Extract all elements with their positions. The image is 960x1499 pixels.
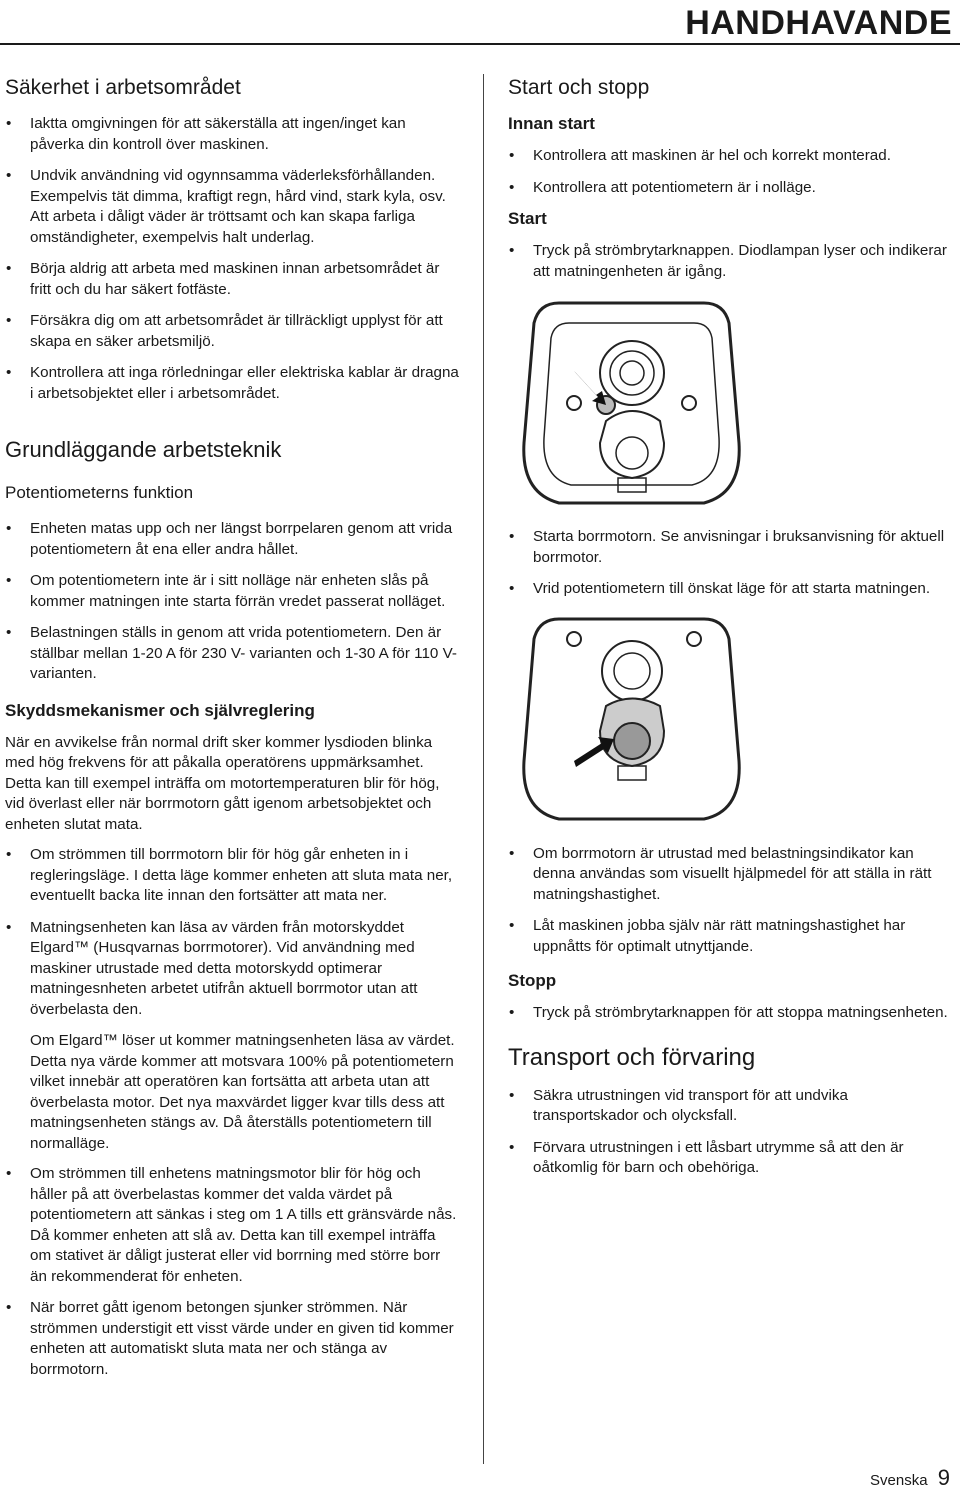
header-rule [0,43,960,45]
list-item: • Om strömmen till enhetens matningsmotor blir för hög och håller på att överbelastas kommer det valda värdet på potentiometern att sänkas i steg om 1 A tills ett gränsvärde nås. Då kommer enheten att slå av. Detta kan till exempel inträffa om stativet är dåligt justerat eller vid borrning med större borr än rekommenderat för enheten. [5,1164,460,1287]
subsection-title-start: Start [508,209,547,228]
protection-list-a [5,845,460,1020]
before-start-list [508,146,948,198]
list-item: • Tryck på strömbrytarknappen. Diodlampan lyser och indikerar att matningenheten är igång. [508,241,948,282]
subsection-title-stop: Stopp [508,971,557,990]
section-title-transport: Transport och förvaring [508,1043,756,1071]
section-title-safety: Säkerhet i arbetsområdet [5,76,241,99]
list-item: • Försäkra dig om att arbetsområdet är tillräckligt upplyst för att skapa en säker arbetsmiljö. [5,311,460,352]
list-item: • Kontrollera att potentiometern är i nolläge. [508,178,948,199]
section-title-technique: Grundläggande arbetsteknik [5,437,282,462]
subsection-title-potentiometer: Potentiometerns funktion [5,483,194,502]
footer-language: Svenska [870,1472,928,1489]
list-item: • Börja aldrig att arbeta med maskinen innan arbetsområdet är fritt och du har säkert fotfäste. [5,259,460,300]
transport-list [508,1086,948,1179]
list-item: • Kontrollera att maskinen är hel och korrekt monterad. [508,146,948,167]
list-item: • Enheten matas upp och ner längst borrpelaren genom att vrida potentiometern åt ena eller andra hållet. [5,519,460,560]
start-list [508,241,948,282]
subsection-title-protection: Skyddsmekanismer och självreglering [5,700,315,720]
page-title: HANDHAVANDE [685,4,952,42]
list-item: • Iaktta omgivningen för att säkerställa att ingen/inget kan påverka din kontroll över maskinen. [5,114,460,155]
list-item: • Belastningen ställs in genom att vrida potentiometern. Den är ställbar mellan 1-20 A för 230 V- varianten och 1-30 A för 110 V-varianten. [5,623,460,685]
page-header [0,0,960,46]
right-column [508,68,948,1190]
stop-list [508,1003,948,1024]
control-panel-illustration-power [514,293,749,513]
left-column [5,68,460,1391]
protection-paragraph: Om Elgard™ löser ut kommer matningsenheten läsa av värdet. Detta nya värde kommer att motsvara 100% på potentiometern vilket innebär att operatören kan fortsätta att arbeta utan att överbelasta motor. Det nya maxvärdet ligger kvar tills dess att matningsenheten stängs av. Då återställs potentiometern till normalläge. [30,1032,455,1152]
control-panel-illustration-potentiometer [514,611,749,826]
list-item: • Förvara utrustningen i ett låsbart utrymme så att den är oåtkomlig för barn och obehöriga. [508,1138,948,1179]
technique-list [5,519,460,685]
list-item: • Om strömmen till borrmotorn blir för hög går enheten in i regleringsläge. I detta läge kommer enheten att sluta mata ner, eventuellt backa lite innan den fortsätter att mata ner. [5,845,460,907]
list-item: • Matningsenheten kan läsa av värden från motorskyddet Elgard™ (Husqvarnas borrmotorer). Vid användning med maskiner utrustade med detta motorskydd optimerar matningesnheten arbetet utifrån aktuell borrmotor utan att överbelasta den. [5,918,460,1021]
list-item: • Låt maskinen jobba själv när rätt matningshastighet har uppnåtts för optimalt utnyttjande. [508,916,948,957]
list-item: • Säkra utrustningen vid transport för att undvika transportskador och olycksfall. [508,1086,948,1127]
subsection-title-before-start: Innan start [508,114,595,133]
list-item: • Vrid potentiometern till önskat läge för att starta matningen. [508,579,948,600]
after-figure1-list [508,527,948,600]
page-footer [870,1465,950,1491]
list-item: • Starta borrmotorn. Se anvisningar i bruksanvisning för aktuell borrmotor. [508,527,948,568]
list-item: • Undvik användning vid ogynnsamma väderleksförhållanden. Exempelvis tät dimma, kraftigt regn, hård vind, stark kyla, osv. Att arbeta i dåligt väder är tröttsamt och kan skapa farliga omständigheter, exempelvis halt underlag. [5,166,460,248]
protection-intro: När en avvikelse från normal drift sker kommer lysdioden blinka med hög frekvens för att påkalla operatörens uppmärksamhet. Detta kan till exempel inträffa om motortemperaturen blir för hög, vid överlast eller när borrmotorn gått igenom arbetsobjektet och enheten slutat mata. [5,733,440,833]
list-item: • Om potentiometern inte är i sitt nolläge när enheten slås på kommer matningen inte starta förrän vredet passerat nolläget. [5,571,460,612]
list-item: • Kontrollera att inga rörledningar eller elektriska kablar är dragna i arbetsobjektet eller i arbetsområdet. [5,363,460,404]
list-item: • Om borrmotorn är utrustad med belastningsindikator kan denna användas som visuellt hjälpmedel för att ställa in rätt matningshastighet. [508,844,948,906]
list-item: • Tryck på strömbrytarknappen för att stoppa matningsenheten. [508,1003,948,1024]
column-divider [483,74,484,1464]
list-item: • När borret gått igenom betongen sjunker strömmen. När strömmen understigit ett visst värde under en given tid kommer enheten att automatiskt sluta mata ner och stänga av borrmotorn. [5,1298,460,1380]
protection-list-b [5,1164,460,1380]
after-figure2-list [508,844,948,958]
page-number: 9 [937,1465,950,1490]
section-title-startstop: Start och stopp [508,76,650,99]
safety-list [5,114,460,404]
